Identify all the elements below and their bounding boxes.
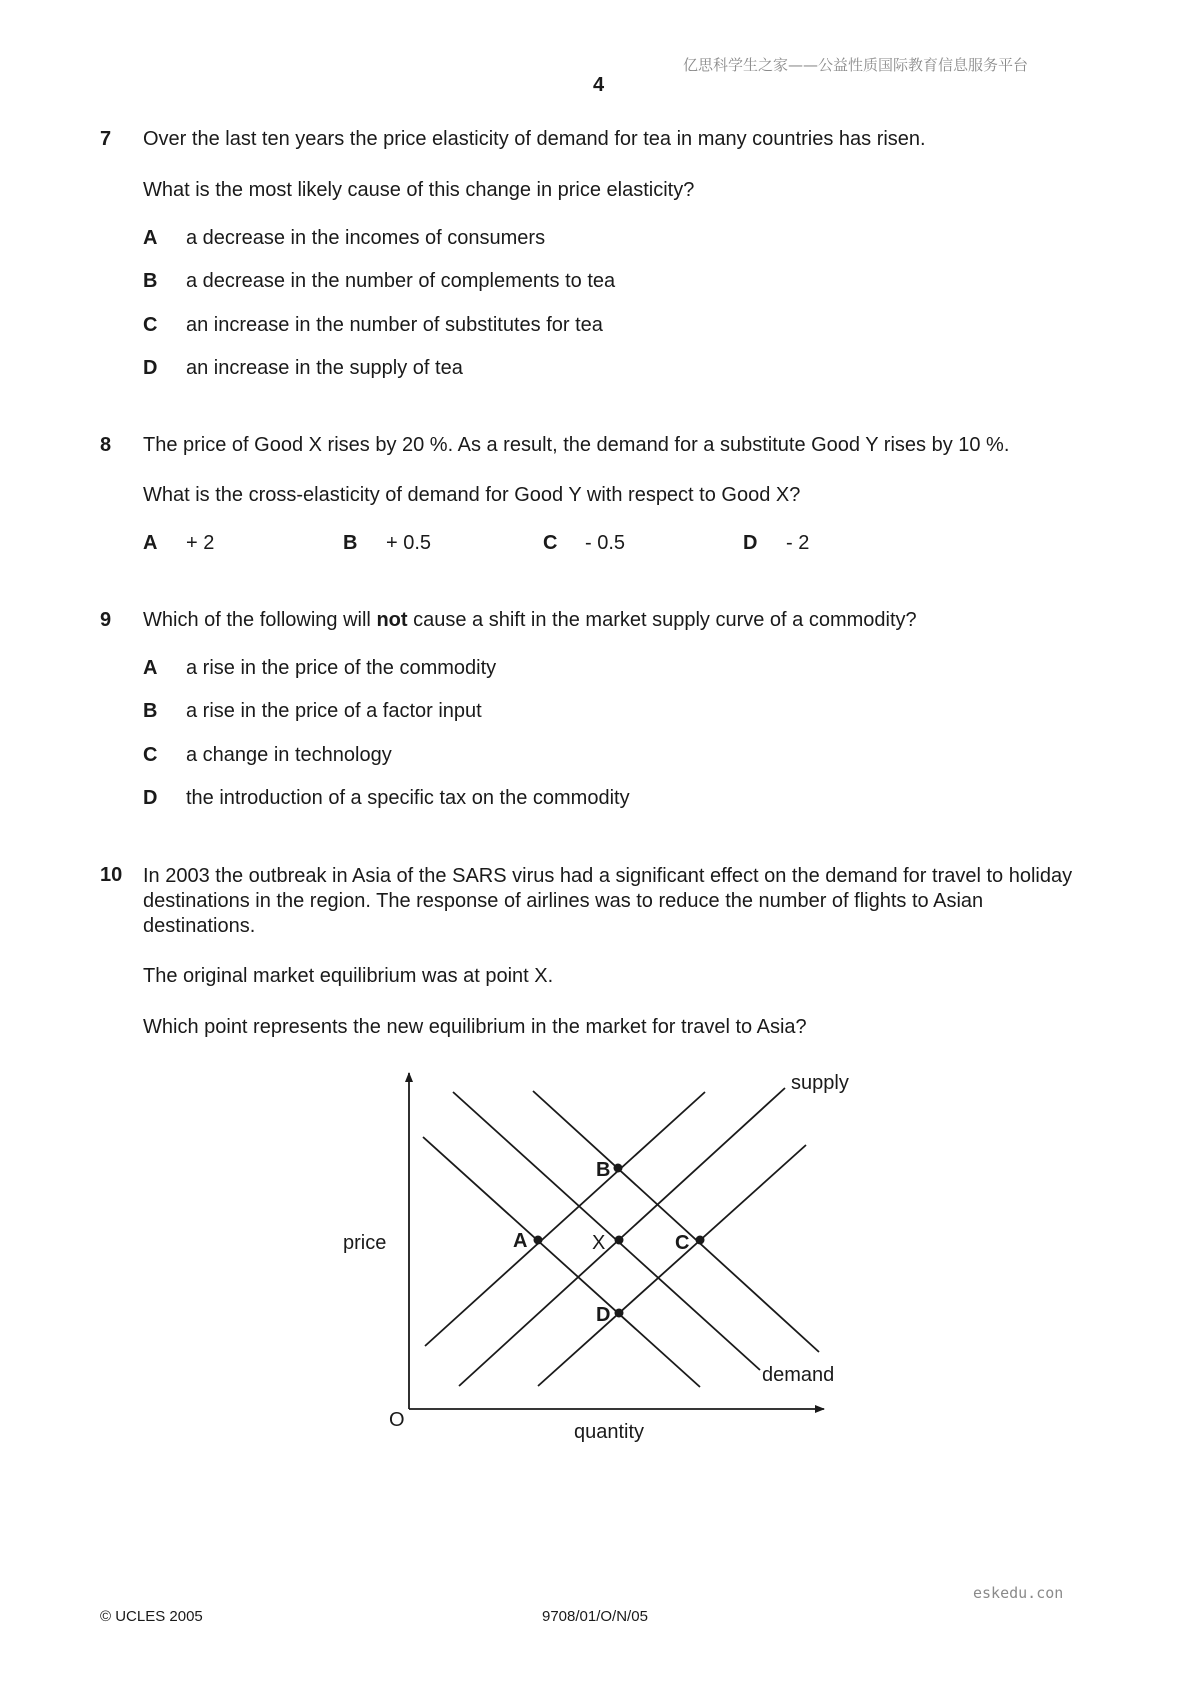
supply-curve-shifted-right <box>538 1145 806 1386</box>
supply-label: supply <box>791 1072 849 1094</box>
q8-option-c-letter: C <box>543 532 558 554</box>
point-x-label: X <box>592 1232 606 1254</box>
footer-watermark: eskedu.con <box>973 1584 1064 1602</box>
q8-option-a-letter: A <box>143 532 158 554</box>
point-x-dot <box>615 1236 624 1245</box>
header-watermark: 亿思科学生之家——公益性质国际教育信息服务平台 <box>683 56 1029 74</box>
q8-option-c-text: - 0.5 <box>585 532 626 554</box>
question-8-number: 8 <box>100 434 112 456</box>
point-d-dot <box>615 1309 624 1318</box>
demand-label: demand <box>762 1364 835 1386</box>
q7-option-b-letter: B <box>143 270 158 292</box>
quantity-axis-label: quantity <box>574 1421 645 1443</box>
question-9-stem-after: cause a shift in the market supply curve of a commodity? <box>407 609 917 631</box>
point-c-label: C <box>675 1232 690 1254</box>
question-8-stem: The price of Good X rises by 20 %. As a result, the demand for a substitute Good Y rises by 10 %. <box>143 434 1010 456</box>
q9-option-d-text: the introduction of a specific tax on the commodity <box>186 787 630 809</box>
origin-label: O <box>389 1409 405 1431</box>
point-b-label: B <box>596 1159 611 1181</box>
q7-option-a-letter: A <box>143 227 158 249</box>
question-9-stem-bold: not <box>376 609 408 631</box>
q8-option-b-text: + 0.5 <box>386 532 432 554</box>
question-10-stem: In 2003 the outbreak in Asia of the SARS virus had a significant effect on the demand for travel to holiday destinations in the region. The response of airlines was to reduce the number of flights to Asian destinations. <box>143 865 1073 937</box>
demand-curve-shifted-left <box>423 1137 700 1387</box>
q7-option-c-text: an increase in the number of substitutes for tea <box>186 314 603 336</box>
q9-option-d-letter: D <box>143 787 158 809</box>
q7-option-d-text: an increase in the supply of tea <box>186 357 463 379</box>
question-9-stem-before: Which of the following will <box>143 609 377 631</box>
footer-copyright: © UCLES 2005 <box>100 1608 203 1625</box>
question-10-number: 10 <box>100 864 123 886</box>
q9-option-b-text: a rise in the price of a factor input <box>186 700 482 722</box>
price-axis-label: price <box>343 1232 387 1254</box>
q8-option-a-text: + 2 <box>186 532 215 554</box>
q7-option-b-text: a decrease in the number of complements to tea <box>186 270 616 292</box>
question-8-prompt: What is the cross-elasticity of demand for Good Y with respect to Good X? <box>143 484 801 506</box>
question-10-prompt: Which point represents the new equilibrium in the market for travel to Asia? <box>143 1016 807 1038</box>
q8-option-d-text: - 2 <box>786 532 810 554</box>
question-9-number: 9 <box>100 609 112 631</box>
q7-option-d-letter: D <box>143 357 158 379</box>
point-b-dot <box>614 1164 623 1173</box>
q7-option-a-text: a decrease in the incomes of consumers <box>186 227 546 249</box>
question-7-prompt: What is the most likely cause of this change in price elasticity? <box>143 179 695 201</box>
supply-curve-shifted-left <box>425 1092 705 1346</box>
q9-option-c-text: a change in technology <box>186 744 392 766</box>
question-10-line2: The original market equilibrium was at point X. <box>143 965 554 987</box>
q9-option-a-text: a rise in the price of the commodity <box>186 657 497 679</box>
point-c-dot <box>696 1236 705 1245</box>
q7-option-c-letter: C <box>143 314 158 336</box>
q8-option-b-letter: B <box>343 532 358 554</box>
page-number: 4 <box>593 74 605 96</box>
q9-option-b-letter: B <box>143 700 158 722</box>
demand-curve-original <box>453 1092 760 1370</box>
point-a-dot <box>534 1236 543 1245</box>
question-7-number: 7 <box>100 128 112 150</box>
point-d-label: D <box>596 1304 611 1326</box>
point-a-label: A <box>513 1230 528 1252</box>
q8-option-d-letter: D <box>743 532 758 554</box>
question-7-stem: Over the last ten years the price elasticity of demand for tea in many countries has risen. <box>143 128 926 150</box>
footer-code: 9708/01/O/N/05 <box>542 1608 648 1625</box>
q9-option-a-letter: A <box>143 657 158 679</box>
demand-curve-shifted-right <box>533 1091 819 1352</box>
q9-option-c-letter: C <box>143 744 158 766</box>
